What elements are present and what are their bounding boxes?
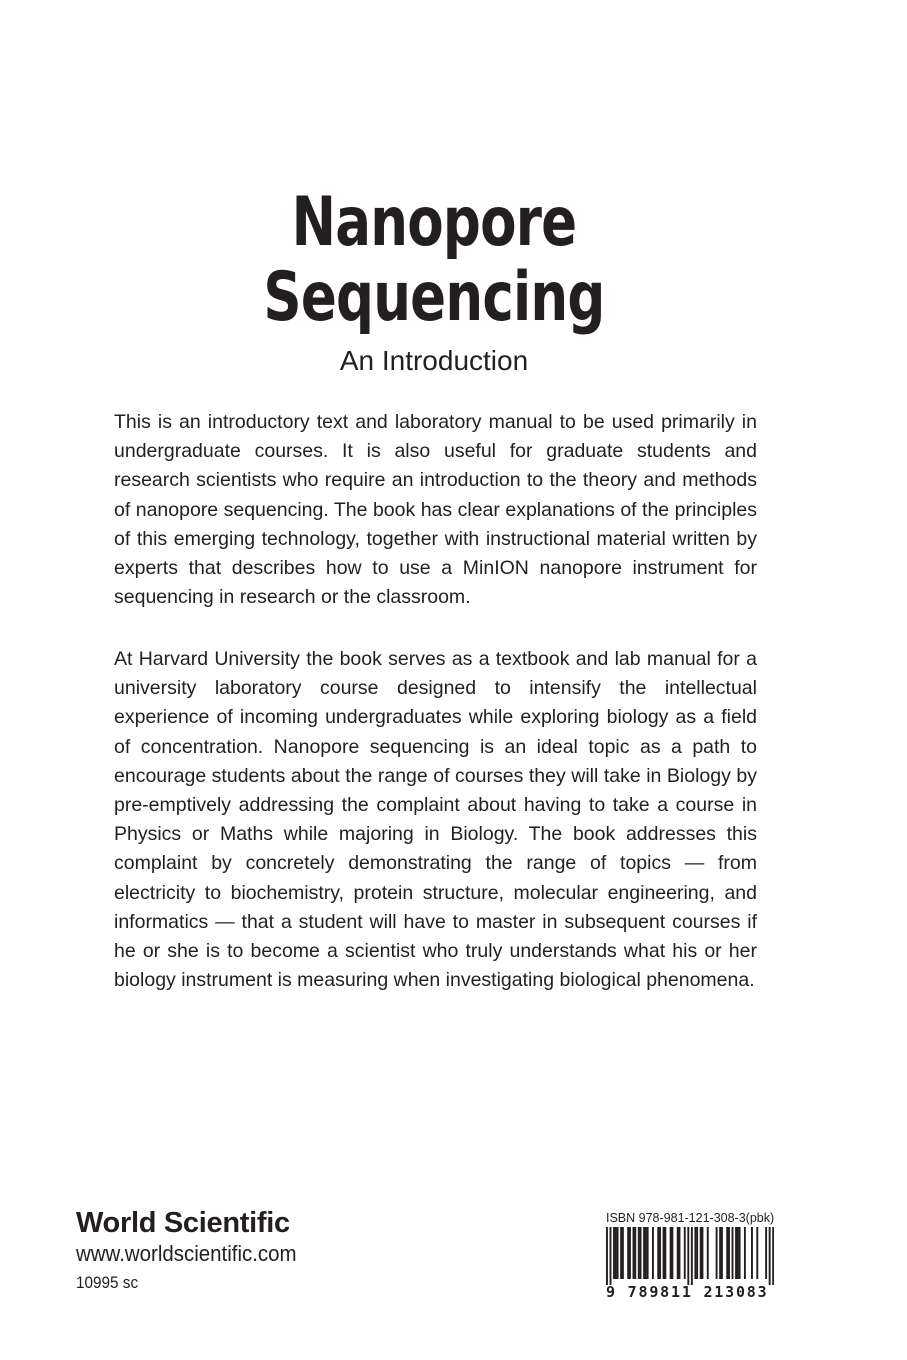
publisher-code: 10995 sc	[76, 1273, 139, 1292]
blurb-paragraph-2-text: At Harvard University the book serves as a textbook and lab manual for a university laboratory course designed to intensify the intellectual experience of incoming undergraduates while exploring biology as a field of concentration. Nanopore sequencing is an ideal topic as a path to encourage students about the range of courses they will take in Biology by pre-emptively addressing the complaint about having to take a course in Physics or Maths while majoring in Biology. The book addresses this complaint by concretely demonstrating the range of topics — from electricity to biochemistry, protein structure, molecular engineering, and informatics — that a student will have to master in subsequent courses if he or she is to become a scientist who truly understands what his or her biology instrument is measuring when investigating biological phenomena.	[114, 648, 757, 992]
barcode-bar	[671, 1227, 673, 1279]
barcode-bar	[670, 1227, 672, 1279]
barcode-bar	[663, 1227, 665, 1279]
barcode-bar	[684, 1227, 686, 1279]
barcode-bar	[700, 1227, 702, 1279]
barcode-bar	[691, 1227, 693, 1285]
barcode-bar	[701, 1227, 703, 1279]
barcode-bar	[647, 1227, 649, 1279]
barcode-bar	[617, 1227, 619, 1279]
barcode-bar	[659, 1227, 661, 1279]
barcode-bar	[629, 1227, 631, 1279]
barcode-bar	[751, 1227, 753, 1279]
barcode-bar	[627, 1227, 629, 1279]
barcode-bar	[716, 1227, 718, 1279]
blurb-paragraph-2	[114, 645, 757, 995]
barcode-bar	[707, 1227, 709, 1279]
publisher-url: www.worldscientific.com	[76, 1241, 297, 1266]
barcode-bar	[756, 1227, 758, 1279]
barcode-bar	[737, 1227, 739, 1279]
isbn-label: ISBN 978-981-121-308-3(pbk)	[606, 1211, 775, 1225]
barcode-bar	[744, 1227, 746, 1279]
barcode-bar	[634, 1227, 636, 1279]
barcode-bar	[726, 1227, 728, 1279]
barcode-bar	[677, 1227, 679, 1279]
barcode-bar	[652, 1227, 654, 1279]
barcode-bar	[645, 1227, 647, 1279]
barcode-bar	[694, 1227, 696, 1279]
barcode-bar	[613, 1227, 615, 1279]
barcode-digits: 9 789811 213083	[606, 1283, 769, 1301]
barcode-bar	[769, 1227, 771, 1285]
book-title-line-1: Nanopore	[291, 183, 577, 262]
barcode-bar	[622, 1227, 624, 1279]
barcode-bar	[610, 1227, 612, 1285]
barcode-bar	[620, 1227, 622, 1279]
publisher-name: World Scientific	[76, 1207, 290, 1239]
barcode-bar	[732, 1227, 734, 1279]
barcode-bar	[615, 1227, 617, 1279]
book-subtitle: An Introduction	[339, 345, 529, 376]
blurb-paragraph-1	[114, 408, 757, 612]
blurb-paragraph-1-text: This is an introductory text and laboratory manual to be used primarily in undergraduate courses. It is also useful for graduate students and research scientists who require an introduction to the theory and methods of nanopore sequencing. The book has clear explanations of the principles of this emerging technology, together with instructional material written by experts that describes how to use a MinION nanopore instrument for sequencing in research or the classroom.	[114, 411, 757, 609]
book-title-line-2: Sequencing	[263, 258, 605, 337]
barcode-bar	[719, 1227, 721, 1279]
barcode-bar	[721, 1227, 723, 1279]
barcode-block	[606, 1211, 792, 1300]
barcode-bar	[696, 1227, 698, 1279]
barcode-bar	[728, 1227, 730, 1279]
barcode-bar	[679, 1227, 681, 1279]
barcode-bar	[633, 1227, 635, 1279]
publisher-block	[76, 1205, 313, 1295]
barcode-bar	[638, 1227, 640, 1279]
barcode-bar	[664, 1227, 666, 1279]
barcode-bar	[765, 1227, 767, 1279]
barcode-bar	[739, 1227, 741, 1279]
barcode-bar	[640, 1227, 642, 1279]
barcode-bar	[687, 1227, 689, 1285]
barcode-bar	[772, 1227, 774, 1285]
barcode-bar	[735, 1227, 737, 1279]
barcode-bar	[657, 1227, 659, 1279]
barcode-bar	[606, 1227, 608, 1285]
barcode-bar	[643, 1227, 645, 1279]
barcode-icon	[606, 1227, 774, 1285]
